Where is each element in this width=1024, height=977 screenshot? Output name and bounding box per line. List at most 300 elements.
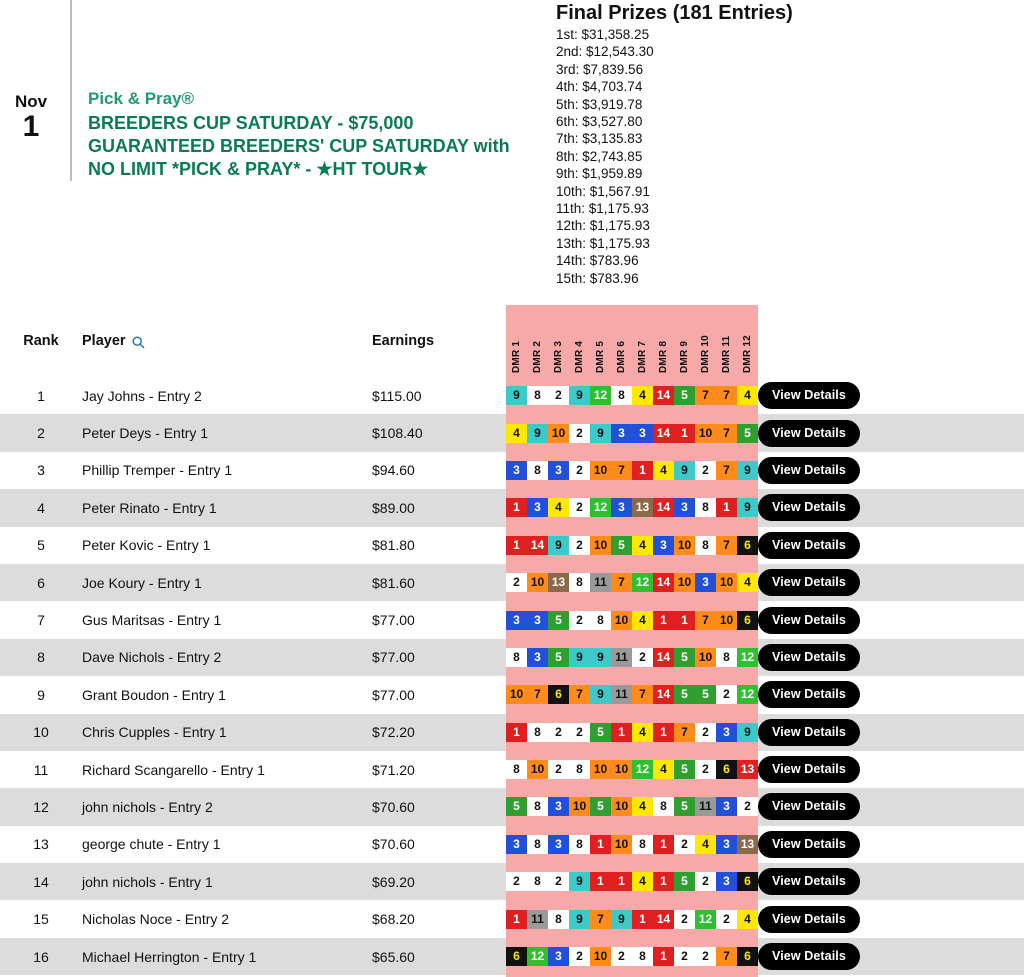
event-date: [0, 0, 62, 181]
cell-details: [758, 788, 1024, 825]
pick-saddle-number: 1: [632, 461, 653, 480]
pick-saddle-number: 9: [569, 910, 590, 929]
pick-saddle-number: 3: [548, 461, 569, 480]
pick-saddle-number: 2: [548, 723, 569, 742]
pick-saddle-number: 2: [548, 760, 569, 779]
picks-row: [506, 826, 758, 863]
prize-row: 8th: $2,743.85: [556, 148, 643, 164]
pick-saddle-number: 3: [527, 498, 548, 517]
race-column-label: DMR 11: [721, 335, 732, 373]
pick-saddle-number: 13: [632, 498, 653, 517]
pick-saddle-number: 8: [527, 835, 548, 854]
pick-saddle-number: 3: [716, 872, 737, 891]
cell-player: john nichols - Entry 2: [82, 798, 213, 815]
view-details-button[interactable]: View Details: [758, 569, 860, 596]
cell-picks: [506, 900, 758, 937]
pick-saddle-number: 12: [737, 648, 758, 667]
pick-saddle-number: 2: [548, 386, 569, 405]
pick-saddle-number: 9: [674, 461, 695, 480]
pick-saddle-number: 1: [590, 872, 611, 891]
cell-earnings: $108.40: [372, 425, 423, 442]
cell-player: Michael Herrington - Entry 1: [82, 948, 257, 965]
cell-rank: 7: [37, 612, 45, 629]
pick-saddle-number: 2: [611, 947, 632, 966]
pick-saddle-number: 9: [569, 872, 590, 891]
pick-saddle-number: 2: [695, 723, 716, 742]
header-player[interactable]: [82, 305, 372, 377]
pick-saddle-number: 7: [716, 424, 737, 443]
pick-saddle-number: 10: [569, 797, 590, 816]
pick-saddle-number: 3: [674, 498, 695, 517]
pick-saddle-number: 2: [695, 947, 716, 966]
cell-rank: 4: [37, 499, 45, 516]
view-details-button[interactable]: View Details: [758, 756, 860, 783]
cell-picks: [506, 788, 758, 825]
cell-details: [758, 676, 1024, 713]
pick-saddle-number: 5: [548, 648, 569, 667]
pick-saddle-number: 2: [506, 573, 527, 592]
cell-picks: [506, 452, 758, 489]
cell-picks: [506, 863, 758, 900]
picks-row: [506, 863, 758, 900]
pick-saddle-number: 1: [653, 872, 674, 891]
cell-details: [758, 826, 1024, 863]
table-row: [0, 639, 1024, 676]
pick-saddle-number: 2: [569, 424, 590, 443]
pick-saddle-number: 3: [695, 573, 716, 592]
pick-saddle-number: 8: [527, 386, 548, 405]
pick-saddle-number: 10: [527, 760, 548, 779]
pick-saddle-number: 4: [695, 835, 716, 854]
pick-saddle-number: 6: [716, 760, 737, 779]
pick-saddle-number: 3: [548, 797, 569, 816]
view-details-button[interactable]: View Details: [758, 532, 860, 559]
cell-player: Phillip Tremper - Entry 1: [82, 462, 233, 479]
pick-saddle-number: 8: [527, 797, 548, 816]
pick-saddle-number: 8: [569, 760, 590, 779]
race-column-label: DMR 12: [742, 335, 753, 373]
contest-type-label: Pick & Pray®: [88, 89, 195, 108]
table-row: [0, 826, 1024, 863]
cell-earnings: $70.60: [372, 836, 415, 853]
pick-saddle-number: 4: [653, 461, 674, 480]
cell-rank: 15: [33, 911, 49, 928]
cell-earnings: $72.20: [372, 724, 415, 741]
pick-saddle-number: 7: [716, 386, 737, 405]
race-column-label: DMR 4: [574, 340, 585, 373]
pick-saddle-number: 7: [611, 461, 632, 480]
cell-earnings: $77.00: [372, 649, 415, 666]
pick-saddle-number: 14: [527, 536, 548, 555]
table-row: [0, 788, 1024, 825]
pick-saddle-number: 14: [653, 910, 674, 929]
pick-saddle-number: 10: [674, 536, 695, 555]
pick-saddle-number: 9: [737, 723, 758, 742]
pick-saddle-number: 10: [695, 424, 716, 443]
leaderboard-table: [0, 305, 1024, 975]
final-prizes-panel: [556, 0, 856, 287]
pick-saddle-number: 10: [716, 611, 737, 630]
cell-details: [758, 938, 1024, 975]
pick-saddle-number: 3: [611, 424, 632, 443]
pick-saddle-number: 2: [569, 723, 590, 742]
pick-saddle-number: 4: [653, 760, 674, 779]
pick-saddle-number: 5: [695, 685, 716, 704]
view-details-button[interactable]: View Details: [758, 607, 860, 634]
pick-saddle-number: 4: [632, 723, 653, 742]
contest-name-label: BREEDERS CUP SATURDAY - $75,000 GUARANTEED BREEDERS' CUP SATURDAY with NO LIMIT *PICK & PRAY* - ★HT TOUR★: [88, 113, 510, 179]
race-column-label: DMR 9: [679, 340, 690, 373]
table-row: [0, 489, 1024, 526]
pick-saddle-number: 1: [506, 910, 527, 929]
pick-saddle-number: 10: [590, 536, 611, 555]
cell-picks: [506, 714, 758, 751]
pick-saddle-number: 2: [674, 947, 695, 966]
pick-saddle-number: 3: [548, 947, 569, 966]
cell-picks: [506, 601, 758, 638]
pick-saddle-number: 4: [632, 386, 653, 405]
race-column-label: DMR 6: [616, 340, 627, 373]
picks-row: [506, 900, 758, 937]
pick-saddle-number: 9: [590, 648, 611, 667]
pick-saddle-number: 10: [590, 461, 611, 480]
pick-saddle-number: 3: [506, 611, 527, 630]
pick-saddle-number: 13: [737, 835, 758, 854]
pick-saddle-number: 11: [611, 685, 632, 704]
table-row: [0, 714, 1024, 751]
pick-saddle-number: 8: [569, 573, 590, 592]
pick-saddle-number: 8: [632, 835, 653, 854]
view-details-button[interactable]: View Details: [758, 906, 860, 933]
pick-saddle-number: 7: [569, 685, 590, 704]
picks-row: [506, 714, 758, 751]
pick-saddle-number: 1: [611, 723, 632, 742]
pick-saddle-number: 2: [506, 872, 527, 891]
pick-saddle-number: 1: [590, 835, 611, 854]
view-details-button[interactable]: View Details: [758, 868, 860, 895]
pick-saddle-number: 10: [674, 573, 695, 592]
pick-saddle-number: 7: [695, 386, 716, 405]
prize-row: 4th: $4,703.74: [556, 79, 643, 95]
pick-saddle-number: 5: [674, 386, 695, 405]
view-details-button[interactable]: View Details: [758, 382, 860, 409]
pick-saddle-number: 5: [674, 685, 695, 704]
cell-player: Gus Maritsas - Entry 1: [82, 612, 222, 629]
cell-earnings: $77.00: [372, 612, 415, 629]
pick-saddle-number: 3: [506, 835, 527, 854]
cell-player: Peter Kovic - Entry 1: [82, 537, 211, 554]
pick-saddle-number: 6: [737, 947, 758, 966]
cell-earnings: $68.20: [372, 911, 415, 928]
picks-row: [506, 751, 758, 788]
pick-saddle-number: 10: [590, 760, 611, 779]
cell-details: [758, 863, 1024, 900]
pick-saddle-number: 1: [632, 910, 653, 929]
pick-saddle-number: 8: [569, 835, 590, 854]
pick-saddle-number: 8: [527, 723, 548, 742]
pick-saddle-number: 10: [548, 424, 569, 443]
view-details-button[interactable]: View Details: [758, 494, 860, 521]
pick-saddle-number: 6: [737, 611, 758, 630]
pick-saddle-number: 3: [632, 424, 653, 443]
prize-row: 15th: $783.96: [556, 270, 639, 286]
pick-saddle-number: 8: [506, 760, 527, 779]
picks-row: [506, 489, 758, 526]
cell-details: [758, 751, 1024, 788]
cell-details: [758, 527, 1024, 564]
pick-saddle-number: 7: [611, 573, 632, 592]
prize-row: 5th: $3,919.78: [556, 96, 643, 112]
cell-rank: 10: [33, 724, 49, 741]
cell-player: Richard Scangarello - Entry 1: [82, 761, 265, 778]
pick-saddle-number: 5: [674, 648, 695, 667]
prize-row: 10th: $1,567.91: [556, 183, 650, 199]
cell-rank: 11: [33, 761, 49, 778]
pick-saddle-number: 8: [695, 498, 716, 517]
picks-row: [506, 788, 758, 825]
pick-saddle-number: 3: [548, 835, 569, 854]
pick-saddle-number: 2: [674, 910, 695, 929]
pick-saddle-number: 14: [653, 573, 674, 592]
pick-saddle-number: 9: [737, 498, 758, 517]
cell-picks: [506, 826, 758, 863]
cell-details: [758, 452, 1024, 489]
cell-picks: [506, 489, 758, 526]
cell-rank: 9: [37, 686, 45, 703]
race-column-label: DMR 3: [553, 340, 564, 373]
contest-header: [0, 0, 1024, 181]
pick-saddle-number: 2: [716, 910, 737, 929]
race-column-label: DMR 7: [637, 340, 648, 373]
pick-saddle-number: 9: [590, 424, 611, 443]
pick-saddle-number: 3: [716, 835, 737, 854]
view-details-button[interactable]: View Details: [758, 831, 860, 858]
picks-row: [506, 377, 758, 414]
pick-saddle-number: 1: [506, 536, 527, 555]
pick-saddle-number: 6: [737, 872, 758, 891]
cell-rank: 6: [37, 574, 45, 591]
cell-details: [758, 489, 1024, 526]
pick-saddle-number: 12: [632, 573, 653, 592]
race-column-label: DMR 5: [595, 340, 606, 373]
prize-row: 11th: $1,175.93: [556, 201, 649, 217]
prize-row: 13th: $1,175.93: [556, 235, 650, 251]
header-rank[interactable]: Rank: [23, 333, 59, 349]
leaderboard-body: [0, 377, 1024, 975]
pick-saddle-number: 6: [548, 685, 569, 704]
pick-saddle-number: 1: [506, 723, 527, 742]
pick-saddle-number: 4: [632, 797, 653, 816]
prize-row: 7th: $3,135.83: [556, 131, 643, 147]
pick-saddle-number: 1: [674, 424, 695, 443]
pick-saddle-number: 12: [527, 947, 548, 966]
prizes-title: Final Prizes (181 Entries): [556, 2, 793, 24]
cell-player: Peter Deys - Entry 1: [82, 425, 209, 442]
picks-row: [506, 414, 758, 451]
view-details-button[interactable]: View Details: [758, 420, 860, 447]
pick-saddle-number: 9: [548, 536, 569, 555]
pick-saddle-number: 8: [716, 648, 737, 667]
picks-row: [506, 527, 758, 564]
cell-rank: 13: [33, 836, 49, 853]
pick-saddle-number: 4: [737, 910, 758, 929]
cell-player: Nicholas Noce - Entry 2: [82, 911, 230, 928]
view-details-button[interactable]: View Details: [758, 793, 860, 820]
cell-picks: [506, 676, 758, 713]
cell-earnings: $70.60: [372, 798, 415, 815]
pick-saddle-number: 2: [569, 611, 590, 630]
pick-saddle-number: 3: [716, 723, 737, 742]
cell-rank: 16: [33, 948, 49, 965]
cell-player: Jay Johns - Entry 2: [82, 387, 202, 404]
table-row: [0, 452, 1024, 489]
table-row: [0, 527, 1024, 564]
pick-saddle-number: 14: [653, 685, 674, 704]
pick-saddle-number: 14: [653, 386, 674, 405]
pick-saddle-number: 1: [674, 611, 695, 630]
pick-saddle-number: 9: [569, 648, 590, 667]
pick-saddle-number: 1: [611, 872, 632, 891]
cell-earnings: $89.00: [372, 499, 415, 516]
pick-saddle-number: 2: [716, 685, 737, 704]
pick-saddle-number: 5: [590, 723, 611, 742]
pick-saddle-number: 4: [548, 498, 569, 517]
prize-row: 3rd: $7,839.56: [556, 61, 644, 77]
cell-rank: 5: [37, 537, 45, 554]
table-row: [0, 414, 1024, 451]
pick-saddle-number: 2: [632, 648, 653, 667]
picks-row: [506, 639, 758, 676]
table-row: [0, 601, 1024, 638]
pick-saddle-number: 4: [632, 611, 653, 630]
cell-details: [758, 601, 1024, 638]
pick-saddle-number: 10: [695, 648, 716, 667]
view-details-button[interactable]: View Details: [758, 457, 860, 484]
pick-saddle-number: 3: [716, 797, 737, 816]
prize-row: 2nd: $12,543.30: [556, 44, 654, 60]
pick-saddle-number: 6: [737, 536, 758, 555]
cell-rank: 14: [33, 873, 49, 890]
cell-rank: 3: [37, 462, 45, 479]
table-row: [0, 564, 1024, 601]
picks-row: [506, 452, 758, 489]
pick-saddle-number: 2: [569, 498, 590, 517]
cell-earnings: $71.20: [372, 761, 415, 778]
pick-saddle-number: 2: [695, 760, 716, 779]
cell-player: Dave Nichols - Entry 2: [82, 649, 222, 666]
pick-saddle-number: 8: [527, 872, 548, 891]
pick-saddle-number: 1: [653, 835, 674, 854]
table-row: [0, 863, 1024, 900]
event-day: 1: [22, 110, 40, 143]
pick-saddle-number: 12: [737, 685, 758, 704]
pick-saddle-number: 5: [590, 797, 611, 816]
pick-saddle-number: 7: [695, 611, 716, 630]
pick-saddle-number: 5: [506, 797, 527, 816]
cell-picks: [506, 639, 758, 676]
pick-saddle-number: 5: [737, 424, 758, 443]
pick-saddle-number: 7: [527, 685, 548, 704]
cell-rank: 8: [37, 649, 45, 666]
pick-saddle-number: 4: [632, 536, 653, 555]
pick-saddle-number: 7: [632, 685, 653, 704]
cell-earnings: $81.80: [372, 537, 415, 554]
pick-saddle-number: 2: [695, 872, 716, 891]
table-row: [0, 751, 1024, 788]
cell-details: [758, 564, 1024, 601]
pick-saddle-number: 1: [653, 947, 674, 966]
header-earnings[interactable]: Earnings: [372, 333, 435, 349]
race-column-label: DMR 2: [532, 340, 543, 373]
pick-saddle-number: 10: [611, 760, 632, 779]
race-column-label: DMR 8: [658, 340, 669, 373]
cell-earnings: $65.60: [372, 948, 415, 965]
pick-saddle-number: 8: [632, 947, 653, 966]
pick-saddle-number: 4: [506, 424, 527, 443]
pick-saddle-number: 10: [506, 685, 527, 704]
cell-details: [758, 900, 1024, 937]
pick-saddle-number: 10: [590, 947, 611, 966]
pick-saddle-number: 3: [506, 461, 527, 480]
prize-row: 6th: $3,527.80: [556, 114, 643, 130]
pick-saddle-number: 14: [653, 424, 674, 443]
view-details-button[interactable]: View Details: [758, 644, 860, 671]
pick-saddle-number: 8: [590, 611, 611, 630]
cell-earnings: $81.60: [372, 574, 415, 591]
pick-saddle-number: 8: [506, 648, 527, 667]
pick-saddle-number: 11: [695, 797, 716, 816]
pick-saddle-number: 10: [527, 573, 548, 592]
cell-picks: [506, 377, 758, 414]
pick-saddle-number: 1: [716, 498, 737, 517]
pick-saddle-number: 12: [695, 910, 716, 929]
pick-saddle-number: 2: [569, 461, 590, 480]
pick-saddle-number: 8: [653, 797, 674, 816]
cell-player: Chris Cupples - Entry 1: [82, 724, 227, 741]
cell-rank: 12: [33, 798, 49, 815]
pick-saddle-number: 8: [695, 536, 716, 555]
pick-saddle-number: 4: [737, 386, 758, 405]
prize-row: 12th: $1,175.93: [556, 218, 650, 234]
view-details-button[interactable]: View Details: [758, 943, 860, 970]
pick-saddle-number: 2: [569, 947, 590, 966]
search-icon[interactable]: [132, 336, 144, 348]
view-details-button[interactable]: View Details: [758, 681, 860, 708]
table-row: [0, 377, 1024, 414]
pick-saddle-number: 10: [611, 611, 632, 630]
pick-saddle-number: 9: [611, 910, 632, 929]
pick-saddle-number: 3: [653, 536, 674, 555]
pick-saddle-number: 1: [506, 498, 527, 517]
contest-title-block: [70, 0, 520, 181]
cell-details: [758, 377, 1024, 414]
cell-earnings: $69.20: [372, 873, 415, 890]
view-details-button[interactable]: View Details: [758, 719, 860, 746]
pick-saddle-number: 11: [590, 573, 611, 592]
pick-saddle-number: 5: [611, 536, 632, 555]
pick-saddle-number: 8: [548, 910, 569, 929]
header-race-columns: [506, 305, 758, 377]
cell-rank: 1: [37, 387, 45, 404]
race-label-row: [506, 305, 758, 377]
pick-saddle-number: 4: [632, 872, 653, 891]
pick-saddle-number: 2: [548, 872, 569, 891]
cell-picks: [506, 938, 758, 975]
pick-saddle-number: 7: [716, 461, 737, 480]
pick-saddle-number: 9: [590, 685, 611, 704]
pick-saddle-number: 3: [527, 648, 548, 667]
pick-saddle-number: 8: [527, 461, 548, 480]
